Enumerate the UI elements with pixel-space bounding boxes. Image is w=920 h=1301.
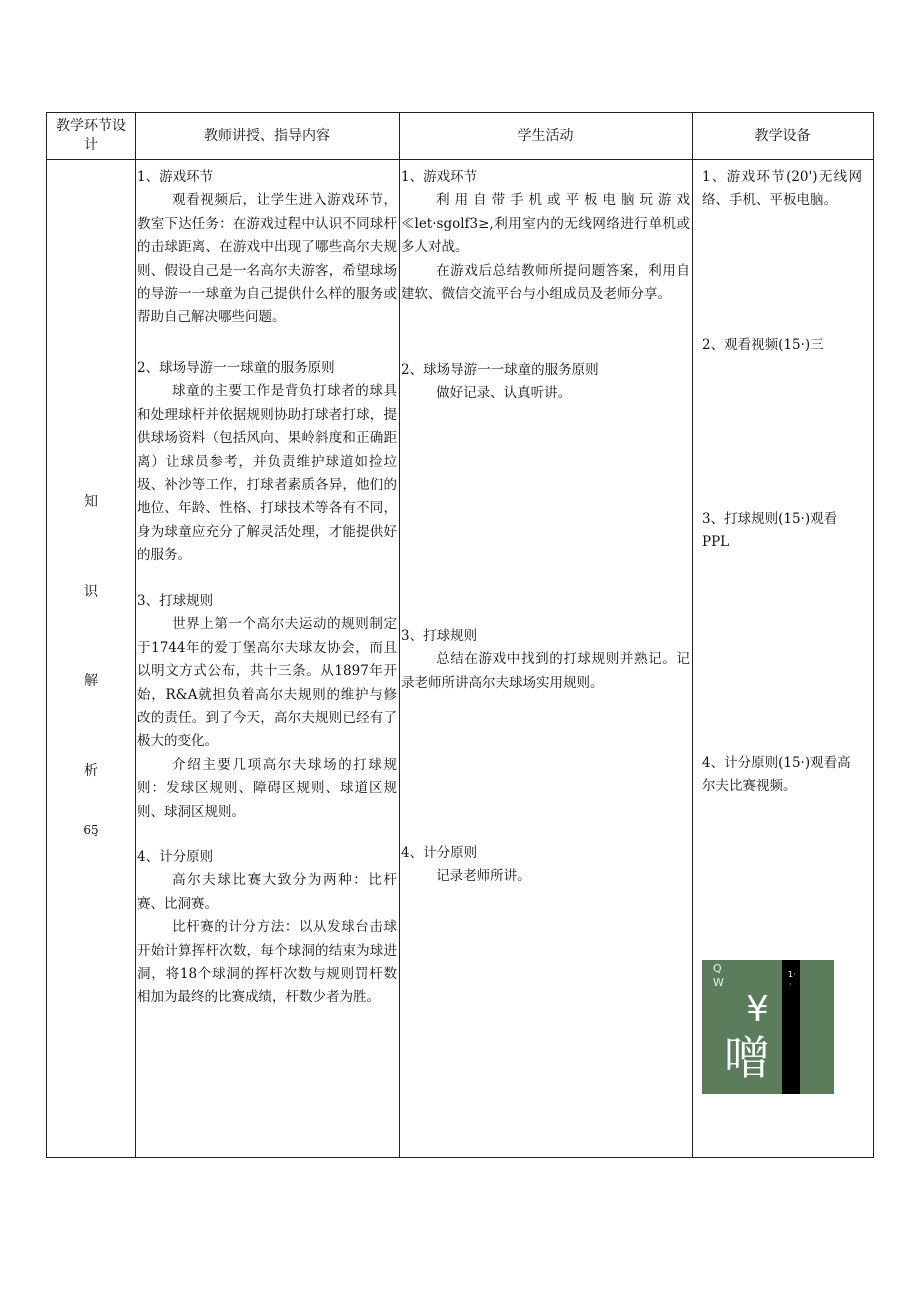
lesson-plan-table bbox=[46, 112, 874, 1158]
stage-char: 解 bbox=[84, 673, 98, 689]
image-mark: 1· bbox=[788, 970, 796, 979]
header-divider bbox=[47, 159, 873, 160]
section-paragraph: 记录老师所讲。 bbox=[436, 868, 531, 885]
image-glyph: ¥ bbox=[746, 989, 769, 1030]
section-title: 1、游戏环节 bbox=[137, 169, 214, 185]
header-student: 学生活动 bbox=[517, 127, 574, 144]
image-mark: · bbox=[789, 980, 792, 989]
header-equipment: 教学设备 bbox=[754, 127, 811, 144]
section-title: 4、计分原则 bbox=[401, 845, 478, 861]
image-letter: Q bbox=[713, 962, 722, 975]
teacher-section bbox=[137, 166, 397, 330]
section-paragraph: 总结在游戏中找到的打球规则并熟记。记录老师所讲高尔夫球场实用规则。 bbox=[401, 651, 690, 691]
section-title: 3、打球规则 bbox=[401, 628, 478, 644]
section-paragraph: 利用自带手机或平板电脑玩游戏≪let·sgolf3≥,利用室内的无线网络进行单机或多人对战。 bbox=[401, 192, 690, 256]
section-paragraph: 观看视频后，让学生进入游戏环节，教室下达任务：在游戏过程中认识不同球杆的击球距离、在游戏中出现了哪些高尔夫规则、假设自己是一名高尔夫游客，希望球场的导游一一球童为自己提供什么样的服务或帮助自己解决哪些问题。 bbox=[137, 192, 397, 326]
section-paragraph: 介绍主要几项高尔夫球场的打球规则：发球区规则、障碍区规则、球道区规则、球洞区规则。 bbox=[137, 756, 397, 820]
teacher-section bbox=[137, 590, 397, 824]
column-divider bbox=[399, 113, 400, 1157]
section-paragraph: 球童的主要工作是背负打球者的球具和处理球杆并依据规则协助打球者打球，提供球场资料（包括风向、果岭斜度和正确距离）让球员参考，并负责维护球道如捡垃圾、补沙等工作，打球者素质各异，他们的地位、年龄、性格、打球技术等各有不同，身为球童应充分了解灵活处理，才能提供好的服务。 bbox=[137, 383, 397, 564]
section-paragraph: 比杆赛的计分方法：以从发球台击球开始计算挥杆次数，每个球洞的结束为球进洞，将18个球洞的挥杆次数与规则罚杆数相加为最终的比赛成绩，杆数少者为胜。 bbox=[137, 919, 397, 1006]
section-title: 1、游戏环节 bbox=[401, 169, 478, 185]
equipment-item: 2、观看视频(15·)三 bbox=[702, 337, 824, 353]
section-title: 2、球场导游一一球童的服务原则 bbox=[137, 360, 335, 376]
section-paragraph: 高尔夫球比赛大致分为两种：比杆赛、比洞赛。 bbox=[137, 872, 397, 912]
stage-time: 65̧ bbox=[83, 823, 99, 837]
student-section bbox=[401, 359, 690, 406]
section-paragraph: 在游戏后总结教师所提问题答案，利用自建软、微信交流平台与小组成员及老师分享。 bbox=[401, 262, 690, 303]
column-divider bbox=[135, 113, 136, 1157]
header-stage: 教学环节设计 bbox=[56, 118, 126, 153]
equipment-item: 1、游戏环节(20')无线网络、手机、平板电脑。 bbox=[702, 169, 862, 209]
column-divider bbox=[692, 113, 693, 1157]
section-paragraph: 世界上第一个高尔夫运动的规则制定于1744年的爱丁堡高尔夫球友协会，而且以明文方式公布，共十三条。从1897年开始，R&A就担负着高尔夫规则的维护与修改的责任。到了今天，高尔夫规则已经有了极大的变化。 bbox=[137, 616, 397, 750]
stage-char: 知 bbox=[84, 494, 98, 510]
embedded-image bbox=[702, 960, 834, 1094]
teacher-section bbox=[137, 846, 397, 1010]
section-title: 4、计分原则 bbox=[137, 849, 214, 865]
equipment-item: 4、计分原则(15·)观看高尔夫比赛视频。 bbox=[702, 755, 851, 795]
student-section bbox=[401, 166, 690, 306]
equipment-item: 3、打球规则(15·)观看PPL bbox=[702, 511, 838, 551]
header-teacher: 教师讲授、指导内容 bbox=[204, 127, 330, 144]
image-glyph: 噌 bbox=[724, 1031, 770, 1085]
section-paragraph: 做好记录、认真听讲。 bbox=[436, 385, 572, 402]
student-section bbox=[401, 842, 690, 889]
teacher-section bbox=[137, 357, 397, 568]
section-title: 2、球场导游一一球童的服务原则 bbox=[401, 362, 599, 378]
stage-char: 析 bbox=[84, 763, 98, 779]
stage-char: 识 bbox=[84, 584, 98, 600]
image-letter: W bbox=[713, 976, 724, 989]
student-section bbox=[401, 625, 690, 695]
section-title: 3、打球规则 bbox=[137, 593, 214, 609]
